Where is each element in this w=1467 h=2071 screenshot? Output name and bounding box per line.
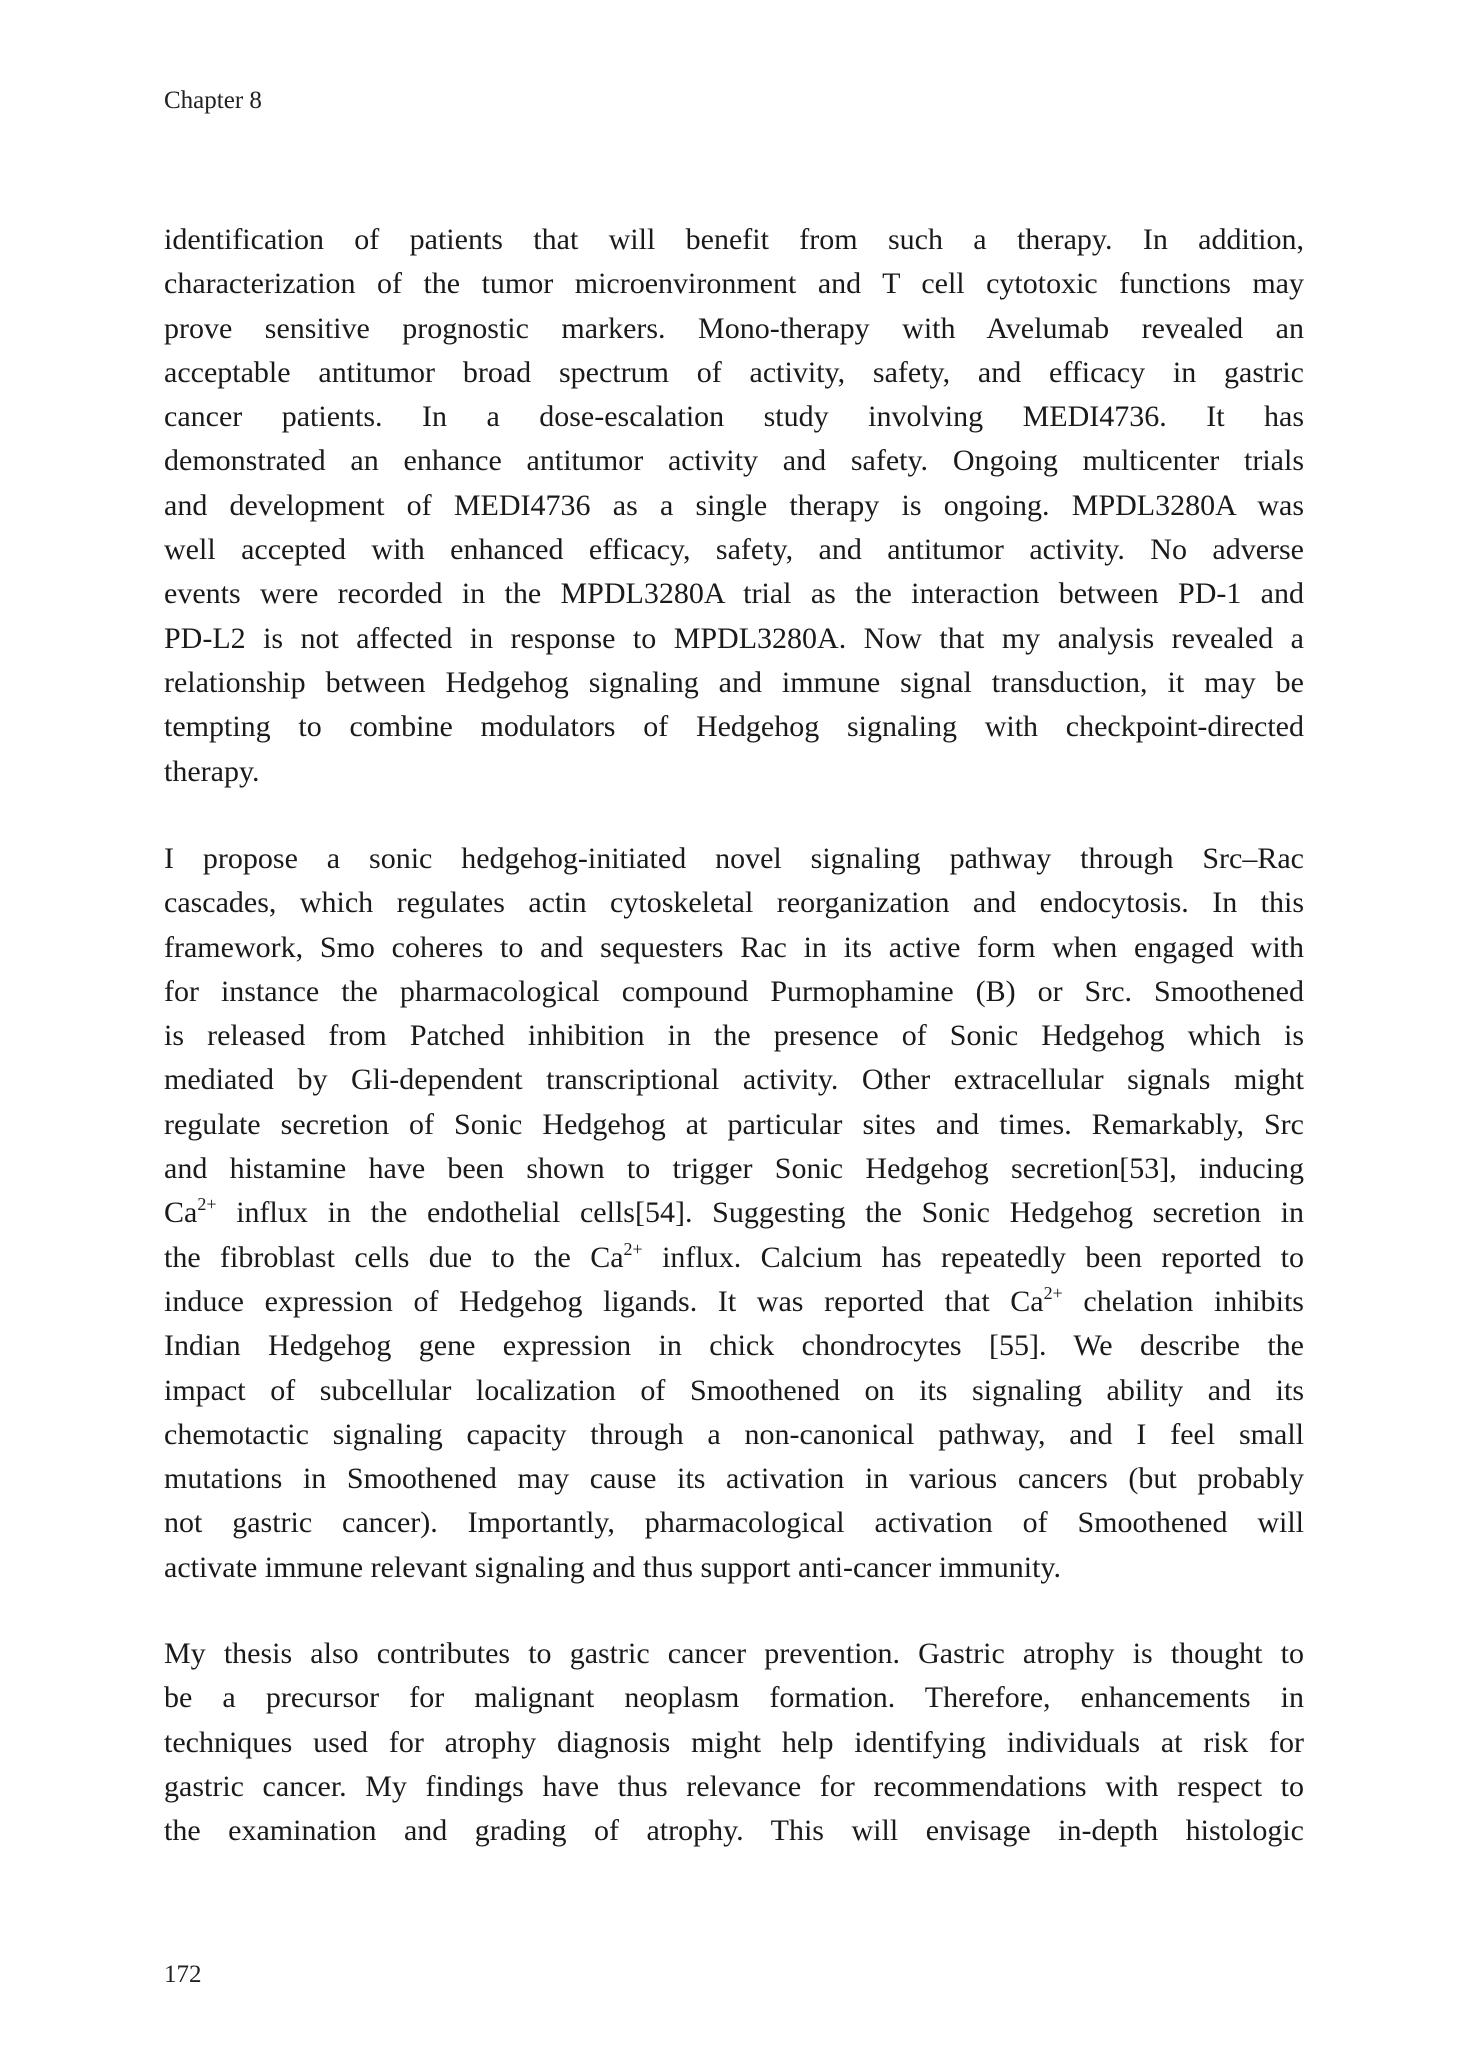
text-line: activate immune relevant signaling and thus support anti-cancer immunity. bbox=[164, 1550, 1061, 1584]
text-line: mediated by Gli-dependent transcriptional activity. Other extracellular signals might bbox=[164, 1063, 1304, 1097]
text-line: is released from Patched inhibition in the presence of Sonic Hedgehog which is bbox=[164, 1019, 1304, 1053]
text-line-with-superscript bbox=[164, 1236, 1304, 1280]
text-line: I propose a sonic hedgehog-initiated novel signaling pathway through Src–Rac bbox=[164, 842, 1304, 875]
text-line: the examination and grading of atrophy. This will envisage in-depth histologic bbox=[164, 1814, 1304, 1848]
superscript-charge: 2+ bbox=[1043, 1282, 1063, 1303]
superscript-charge: 2+ bbox=[197, 1194, 217, 1215]
text-line: and development of MEDI4736 as a single therapy is ongoing. MPDL3280A was bbox=[164, 488, 1304, 522]
text-line: cascades, which regulates actin cytoskeletal reorganization and endocytosis. In this bbox=[164, 886, 1304, 920]
paragraph-gastric-prevention bbox=[164, 1632, 1304, 1853]
text-line: demonstrated an enhance antitumor activity and safety. Ongoing multicenter trials bbox=[164, 444, 1304, 478]
text-line: My thesis also contributes to gastric cancer prevention. Gastric atrophy is thought to bbox=[164, 1637, 1304, 1670]
text-line: relationship between Hedgehog signaling and immune signal transduction, it may be bbox=[164, 665, 1304, 699]
text-line: impact of subcellular localization of Smoothened on its signaling ability and its bbox=[164, 1373, 1304, 1407]
text-line: framework, Smo coheres to and sequesters Rac in its active form when engaged with bbox=[164, 930, 1304, 964]
text-line: for instance the pharmacological compound Purmophamine (B) or Src. Smoothened bbox=[164, 974, 1304, 1008]
text-line: and histamine have been shown to trigger Sonic Hedgehog secretion[53], inducing bbox=[164, 1152, 1304, 1186]
text-line: tempting to combine modulators of Hedgehog signaling with checkpoint-directed bbox=[164, 710, 1304, 744]
text-fragment: Ca bbox=[164, 1196, 198, 1230]
text-fragment: influx. Calcium has repeatedly been reported to bbox=[642, 1240, 1304, 1274]
text-line: identification of patients that will benefit from such a therapy. In addition, bbox=[164, 223, 1304, 256]
text-line: regulate secretion of Sonic Hedgehog at particular sites and times. Remarkably, Src bbox=[164, 1107, 1304, 1141]
text-line: well accepted with enhanced efficacy, safety, and antitumor activity. No adverse bbox=[164, 533, 1304, 567]
text-fragment: induce expression of Hedgehog ligands. It was reported that Ca bbox=[164, 1284, 1044, 1318]
text-line: prove sensitive prognostic markers. Mono-therapy with Avelumab revealed an bbox=[164, 311, 1304, 345]
text-line: therapy. bbox=[164, 754, 260, 788]
text-line: cancer patients. In a dose-escalation study involving MEDI4736. It has bbox=[164, 400, 1304, 434]
text-line: Indian Hedgehog gene expression in chick chondrocytes [55]. We describe the bbox=[164, 1329, 1304, 1363]
paragraph-checkpoint-therapy bbox=[164, 218, 1304, 794]
paragraph-hedgehog-pathway bbox=[164, 837, 1304, 1590]
page-number: 172 bbox=[164, 1961, 202, 1988]
text-line: mutations in Smoothened may cause its activation in various cancers (but probably bbox=[164, 1462, 1304, 1496]
text-line: not gastric cancer). Importantly, pharmacological activation of Smoothened will bbox=[164, 1506, 1304, 1540]
text-line: be a precursor for malignant neoplasm formation. Therefore, enhancements in bbox=[164, 1681, 1304, 1715]
text-line: acceptable antitumor broad spectrum of activity, safety, and efficacy in gastric bbox=[164, 355, 1304, 389]
text-line: chemotactic signaling capacity through a non-canonical pathway, and I feel small bbox=[164, 1417, 1304, 1451]
text-line: techniques used for atrophy diagnosis might help identifying individuals at risk for bbox=[164, 1725, 1304, 1759]
text-fragment: chelation inhibits bbox=[1062, 1284, 1304, 1318]
text-fragment: the fibroblast cells due to the Ca bbox=[164, 1240, 624, 1274]
text-line: PD-L2 is not affected in response to MPDL3280A. Now that my analysis revealed a bbox=[164, 621, 1304, 655]
superscript-charge: 2+ bbox=[623, 1238, 643, 1259]
text-line-with-superscript bbox=[164, 1280, 1304, 1324]
running-header: Chapter 8 bbox=[164, 87, 262, 114]
text-line: characterization of the tumor microenvironment and T cell cytotoxic functions may bbox=[164, 267, 1304, 301]
text-fragment: influx in the endothelial cells[54]. Suggesting the Sonic Hedgehog secretion in bbox=[216, 1196, 1304, 1230]
text-line: events were recorded in the MPDL3280A trial as the interaction between PD-1 and bbox=[164, 577, 1304, 611]
text-line: gastric cancer. My findings have thus relevance for recommendations with respect to bbox=[164, 1769, 1304, 1803]
text-line-with-superscript bbox=[164, 1191, 1304, 1235]
